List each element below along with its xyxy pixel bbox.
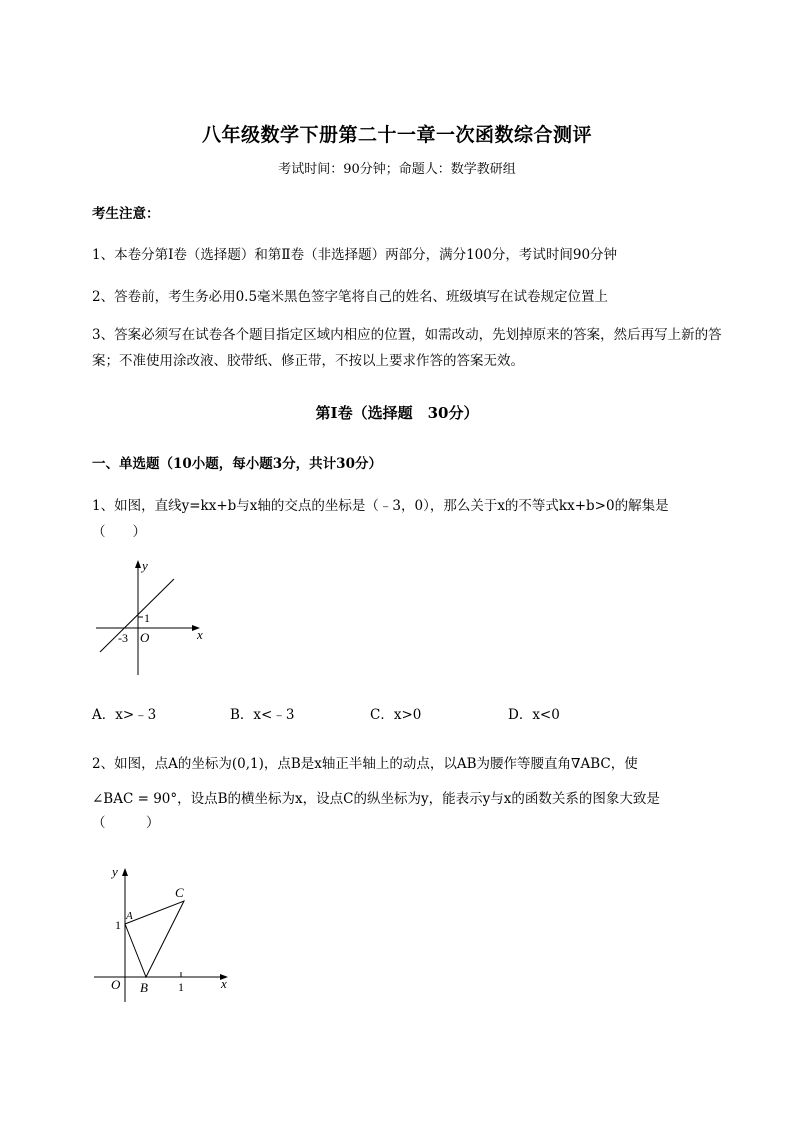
x-intercept-label: -3 [118, 631, 128, 645]
y-tick-1-label: 1 [144, 611, 150, 625]
origin-label: O [140, 630, 150, 645]
option-b[interactable]: B．x<﹣3 [230, 707, 295, 723]
x-axis-label: x [197, 627, 203, 642]
x-axis-label: x [221, 976, 227, 991]
section-title: 第I卷（选择题 30分） [315, 404, 479, 422]
y-axis-arrow [122, 868, 128, 876]
option-a[interactable]: A．x>﹣3 [92, 707, 157, 723]
x-one-label: 1 [178, 980, 184, 994]
question-1-text: 1、如图，直线y=kx+b与x轴的交点的坐标是（﹣3，0），那么关于x的不等式kx+b>0的解集是 [92, 498, 669, 514]
notice-heading: 考生注意： [92, 206, 160, 222]
question-1-blank: （ ） [92, 524, 146, 540]
origin-label: O [111, 977, 121, 992]
point-b-label: B [140, 980, 148, 995]
option-d[interactable]: D．x<0 [508, 707, 560, 723]
notice-item-2: 2、答卷前，考生务必用0.5毫米黑色签字笔将自己的姓名、班级填写在试卷规定位置上 [92, 289, 609, 305]
option-c[interactable]: C．x>0 [370, 707, 422, 723]
page-subtitle: 考试时间：90分钟；命题人：数学教研组 [278, 162, 516, 177]
question-2-graph [100, 860, 240, 1010]
point-c-label: C [175, 885, 184, 900]
question-2-blank: （ ） [92, 815, 160, 831]
part-heading: 一、单选题（10小题，每小题3分，共计30分） [92, 456, 382, 472]
notice-item-3: 3、答案必须写在试卷各个题目指定区域内相应的位置，如需改动，先划掉原来的答案，然后再写上新的答案；不准使用涂改液、胶带纸、修正带，不按以上要求作答的答案无效。 [92, 327, 722, 369]
function-line [100, 579, 174, 652]
y-axis-arrow [135, 560, 141, 568]
y-axis-label: y [112, 864, 118, 879]
page-title: 八年级数学下册第二十一章一次函数综合测评 [201, 124, 592, 146]
notice-item-1: 1、本卷分第I卷（选择题）和第Ⅱ卷（非选择题）两部分，满分100分，考试时间90分钟 [92, 247, 618, 263]
question-1-graph [90, 555, 220, 680]
question-2-line-1: 2、如图，点A的坐标为(0,1)，点B是x轴正半轴上的动点，以AB为腰作等腰直角∇ABC，使 [92, 756, 638, 772]
question-2-line-2: ∠BAC = 90°，设点B的横坐标为x，设点C的纵坐标为y，能表示y与x的函数关系的图象大致是 [92, 791, 660, 807]
y-axis-label: y [142, 558, 148, 573]
triangle-abc [125, 901, 184, 977]
point-a-label: A [126, 910, 133, 922]
y-one-label: 1 [115, 918, 121, 932]
